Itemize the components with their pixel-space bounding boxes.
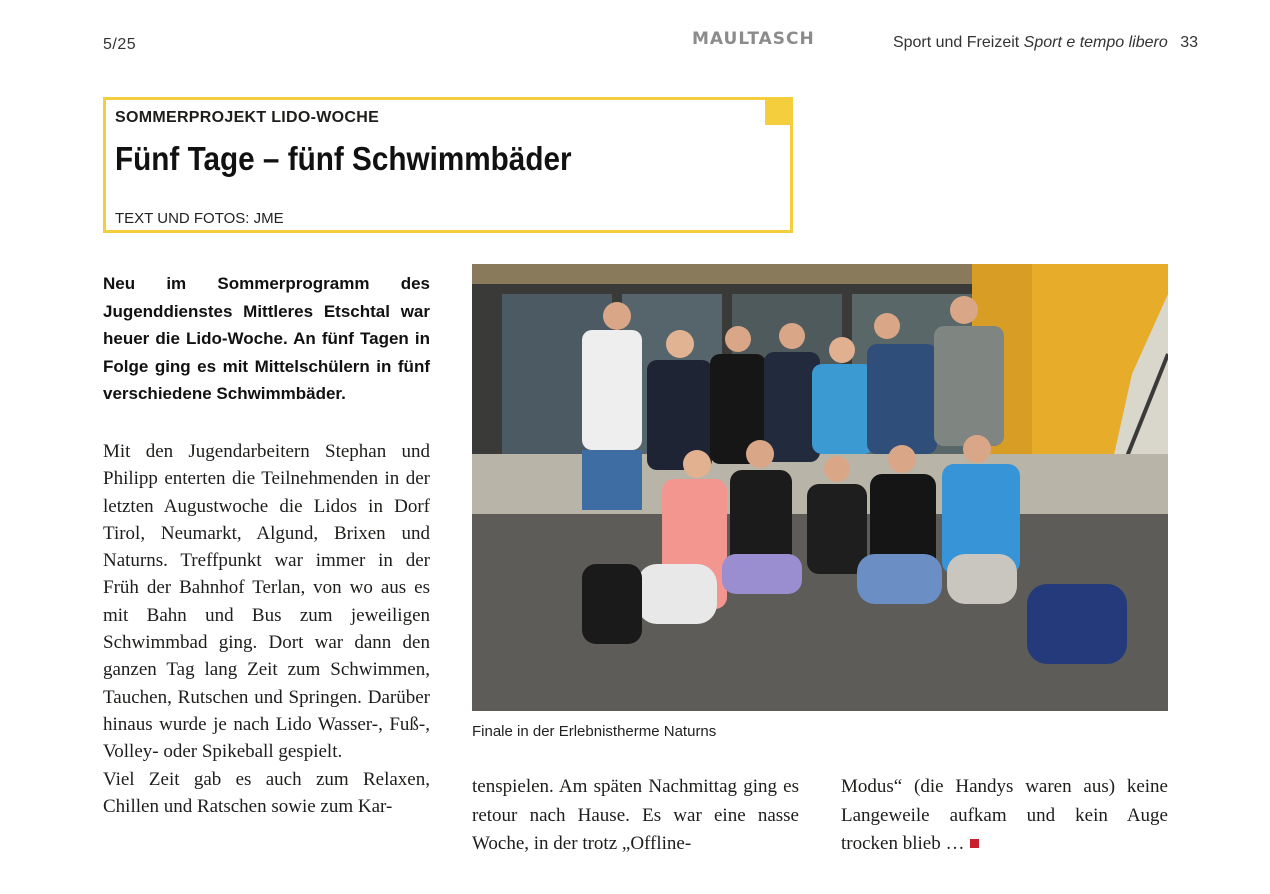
body-paragraph-1: Mit den Jugendarbeitern Stephan und Philipp enterten die Teilnehmenden in der letzten Augustwoche die Lidos in Dorf Tirol, Neumarkt, Algund, Brixen und Naturns. Treffpunkt war immer in der Früh der Bahnhof Terlan, von wo aus es mit Bahn und Bus zum jeweiligen Schwimmbad ging. Dort war dann den ganzen Tag lang Zeit zum Schwimmen, Tauchen, Rutschen und Springen. Darüber hinaus wurde je nach Lido Wasser-, Fuß-, Volley- oder Spikeball gespielt. [103, 441, 430, 763]
section-title-de: Sport und Freizeit [892, 34, 1020, 51]
article-body-column-3 [841, 773, 1168, 859]
article-credit: TEXT UND FOTOS: JME [115, 210, 284, 227]
section-title-it: Sport e tempo libero [1023, 34, 1168, 51]
article-headline: Fünf Tage – fünf Schwimmbäder [115, 140, 572, 177]
article-body-column-2: tenspielen. Am späten Nachmittag ging es retour nach Hause. Es war eine nasse Woche, in der trotz „Offline- [472, 776, 799, 854]
issue-number: 5/25 [103, 36, 137, 53]
end-mark-icon [970, 839, 979, 848]
article-title-box [103, 97, 793, 233]
body-paragraph-2-start: Viel Zeit gab es auch zum Relaxen, Chillen und Ratschen sowie zum Kar- [103, 768, 430, 817]
magazine-logo: MAULTASCH [692, 29, 815, 49]
page-number: 33 [1180, 34, 1198, 51]
body-paragraph-2-end: Modus“ (die Handys waren aus) keine Langeweile aufkam und kein Auge trocken blieb … [841, 776, 1168, 854]
accent-corner [765, 97, 793, 125]
photo-caption: Finale in der Erlebnistherme Naturns [472, 723, 717, 740]
article-lead: Neu im Sommerprogramm des Jugenddienstes Mittleres Etschtal war heuer die Lido-Woche. An fünf Tagen in Folge ging es mit Mittelschülern in fünf verschiedene Schwimmbäder. [103, 274, 430, 403]
group-photo [472, 264, 1168, 711]
article-body-column-1 [103, 438, 430, 820]
section-header [893, 34, 1198, 52]
article-kicker: SOMMERPROJEKT LIDO-WOCHE [115, 109, 380, 126]
